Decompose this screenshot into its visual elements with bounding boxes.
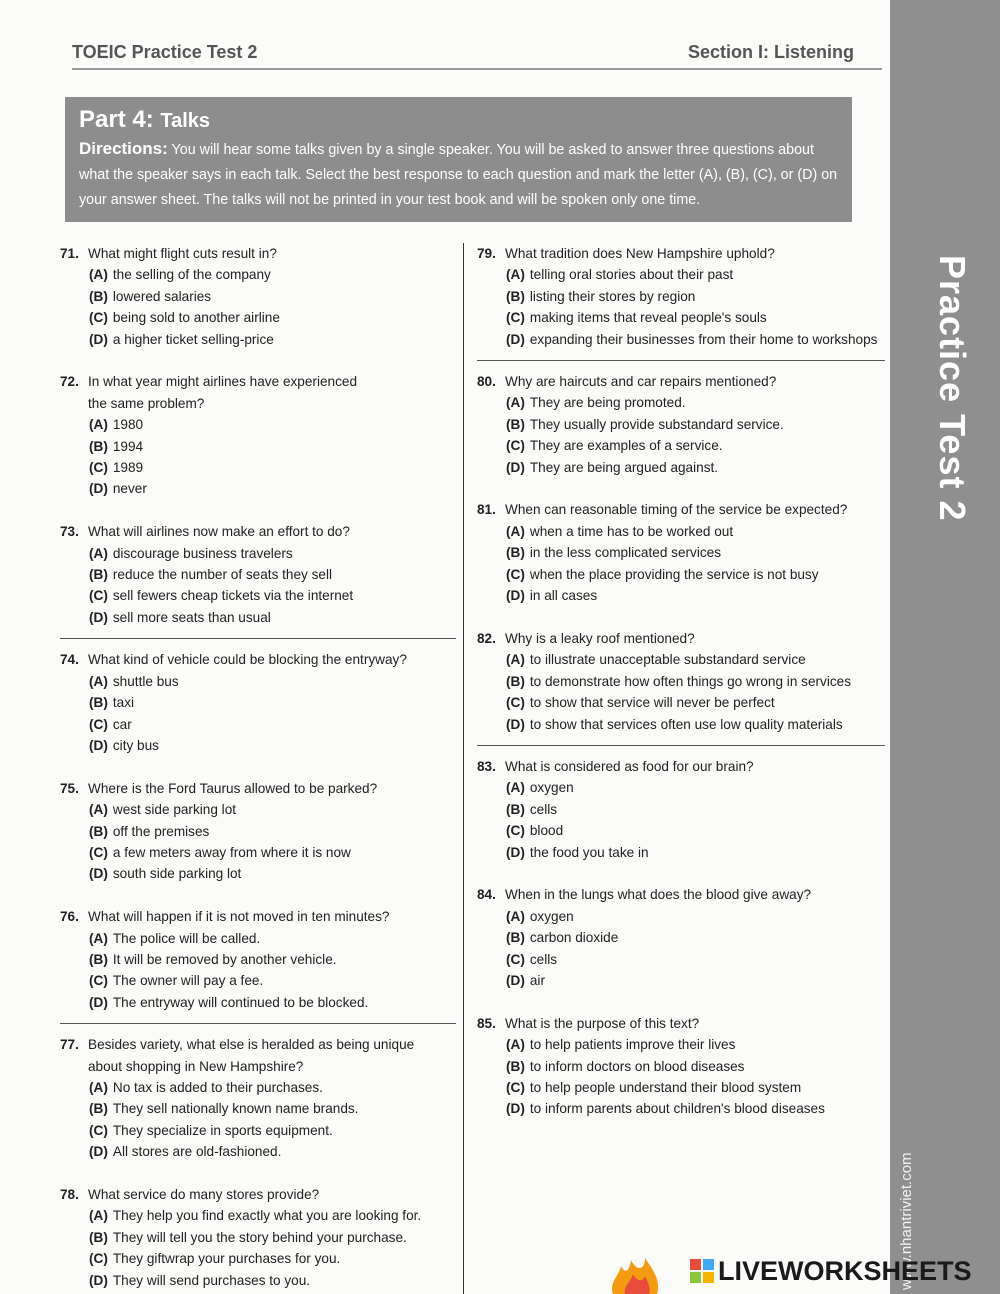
option-text: to illustrate unacceptable substandard service xyxy=(529,652,806,668)
option-text: 1994 xyxy=(112,438,144,454)
answer-option[interactable] xyxy=(60,1120,456,1141)
option-letter: (D) xyxy=(89,331,108,347)
option-letter: (B) xyxy=(506,1058,525,1074)
question-79 xyxy=(477,243,885,350)
option-text: They help you find exactly what you are looking for. xyxy=(112,1208,422,1224)
answer-option[interactable] xyxy=(477,714,885,735)
question-text: When can reasonable timing of the service be expected? xyxy=(505,502,848,518)
question-text: Why is a leaky roof mentioned? xyxy=(505,630,695,646)
question-stem xyxy=(60,371,456,392)
answer-option[interactable] xyxy=(477,1077,885,1098)
option-letter: (D) xyxy=(89,866,108,882)
option-letter: (B) xyxy=(506,801,525,817)
section-separator xyxy=(477,745,885,746)
option-letter: (A) xyxy=(89,545,108,561)
question-80 xyxy=(477,371,885,478)
option-text: They are being promoted. xyxy=(529,395,686,411)
option-letter: (D) xyxy=(506,972,525,988)
option-letter: (C) xyxy=(506,310,525,326)
option-letter: (C) xyxy=(506,1079,525,1095)
option-text: to inform parents about children's blood diseases xyxy=(529,1101,825,1117)
option-text: to help people understand their blood system xyxy=(529,1079,802,1095)
option-letter: (C) xyxy=(506,438,525,454)
option-letter: (A) xyxy=(89,1079,108,1095)
question-stem xyxy=(477,499,885,520)
option-letter: (A) xyxy=(506,523,525,539)
question-72 xyxy=(60,371,456,499)
answer-option[interactable] xyxy=(60,585,456,606)
question-number: 72. xyxy=(60,374,79,390)
option-text: They are examples of a service. xyxy=(529,438,723,454)
question-text: What is the purpose of this text? xyxy=(505,1015,700,1031)
answer-option[interactable] xyxy=(477,1056,885,1077)
option-letter: (B) xyxy=(89,1101,108,1117)
option-text: to inform doctors on blood diseases xyxy=(529,1058,745,1074)
directions-text: You will hear some talks given by a single speaker. You will be asked to answer three questions about what the speaker says in each talk. Select the best response to each question and mark the letter (A), (B), (C), or (D) on your answer sheet. The talks will not be printed in your test book and will be spoken only one time. xyxy=(79,142,838,208)
question-spacer xyxy=(477,478,885,499)
column-divider xyxy=(463,243,464,1294)
answer-option[interactable] xyxy=(477,585,885,606)
question-number: 78. xyxy=(60,1186,79,1202)
question-stem xyxy=(60,1034,456,1055)
question-83 xyxy=(477,756,885,863)
question-number: 75. xyxy=(60,780,79,796)
question-text: about shopping in New Hampshire? xyxy=(88,1058,304,1074)
answer-option[interactable] xyxy=(60,543,456,564)
answer-option[interactable] xyxy=(60,414,456,435)
option-letter: (D) xyxy=(506,716,525,732)
question-spacer xyxy=(60,756,456,777)
option-text: city bus xyxy=(112,737,159,753)
option-letter: (A) xyxy=(89,1208,108,1224)
option-text: reduce the number of seats they sell xyxy=(112,567,333,583)
question-stem xyxy=(477,884,885,905)
option-letter: (B) xyxy=(506,545,525,561)
option-text: All stores are old-fashioned. xyxy=(112,1144,282,1160)
answer-option[interactable] xyxy=(60,992,456,1013)
question-stem xyxy=(60,393,456,414)
option-letter: (A) xyxy=(506,908,525,924)
option-text: off the premises xyxy=(112,823,210,839)
option-text: sell more seats than usual xyxy=(112,609,271,625)
answer-option[interactable] xyxy=(477,286,885,307)
answer-option[interactable] xyxy=(60,264,456,285)
question-82 xyxy=(477,628,885,735)
option-letter: (C) xyxy=(506,695,525,711)
answer-option[interactable] xyxy=(477,820,885,841)
option-letter: (D) xyxy=(89,1272,108,1288)
answer-option[interactable] xyxy=(477,949,885,970)
question-stem xyxy=(60,243,456,264)
answer-option[interactable] xyxy=(60,1248,456,1269)
question-73 xyxy=(60,521,456,628)
option-text: west side parking lot xyxy=(112,802,237,818)
part-subtitle: Talks xyxy=(160,110,211,132)
answer-option[interactable] xyxy=(477,521,885,542)
option-text: car xyxy=(112,716,132,732)
option-text: never xyxy=(112,481,147,497)
question-text: What kind of vehicle could be blocking the entryway? xyxy=(88,652,407,668)
option-text: blood xyxy=(529,823,564,839)
logo-grid-square xyxy=(703,1259,714,1270)
answer-option[interactable] xyxy=(477,906,885,927)
answer-option[interactable] xyxy=(60,928,456,949)
option-letter: (C) xyxy=(506,951,525,967)
option-text: the food you take in xyxy=(529,844,649,860)
section-separator xyxy=(60,1023,456,1024)
answer-option[interactable] xyxy=(60,863,456,884)
answer-option[interactable] xyxy=(477,1034,885,1055)
side-tab xyxy=(890,0,1000,1294)
answer-option[interactable] xyxy=(60,714,456,735)
option-letter: (D) xyxy=(89,481,108,497)
option-letter: (C) xyxy=(89,973,108,989)
answer-option[interactable] xyxy=(60,1205,456,1226)
option-text: The police will be called. xyxy=(112,930,261,946)
question-number: 71. xyxy=(60,246,79,261)
directions-label: Directions: xyxy=(79,139,168,158)
question-text: Besides variety, what else is heralded as being unique xyxy=(88,1037,415,1053)
question-number: 84. xyxy=(477,887,496,903)
answer-option[interactable] xyxy=(60,949,456,970)
answer-option[interactable] xyxy=(477,414,885,435)
question-stem xyxy=(60,906,456,927)
option-letter: (C) xyxy=(89,310,108,326)
option-letter: (B) xyxy=(89,1229,108,1245)
option-text: when the place providing the service is not busy xyxy=(529,566,819,582)
option-letter: (C) xyxy=(89,460,108,476)
question-stem xyxy=(60,649,456,670)
liveworksheets-logo[interactable] xyxy=(690,1255,990,1287)
option-text: They giftwrap your purchases for you. xyxy=(112,1251,341,1267)
option-text: The entryway will continued to be blocked. xyxy=(112,994,369,1010)
answer-option[interactable] xyxy=(477,970,885,991)
question-84 xyxy=(477,884,885,991)
option-text: south side parking lot xyxy=(112,866,242,882)
answer-option[interactable] xyxy=(60,842,456,863)
logo-grid-square xyxy=(690,1259,701,1270)
option-text: to demonstrate how often things go wrong in services xyxy=(529,673,852,689)
option-letter: (A) xyxy=(89,673,108,689)
question-stem xyxy=(477,371,885,392)
option-text: 1980 xyxy=(112,417,144,433)
answer-option[interactable] xyxy=(477,927,885,948)
logo-text: LIVEWORKSHEETS xyxy=(718,1255,972,1286)
option-text: expanding their businesses from their home to workshops xyxy=(529,331,878,347)
option-text: in all cases xyxy=(529,588,598,604)
answer-option[interactable] xyxy=(477,842,885,863)
question-text: What service do many stores provide? xyxy=(88,1186,320,1202)
answer-option[interactable] xyxy=(477,1098,885,1119)
answer-option[interactable] xyxy=(60,735,456,756)
option-letter: (A) xyxy=(506,267,525,283)
option-letter: (D) xyxy=(506,844,525,860)
question-number: 82. xyxy=(477,630,496,646)
option-letter: (A) xyxy=(506,652,525,668)
option-letter: (C) xyxy=(506,566,525,582)
question-76 xyxy=(60,906,456,1013)
option-letter: (A) xyxy=(506,780,525,796)
option-letter: (B) xyxy=(89,823,108,839)
question-number: 76. xyxy=(60,909,79,925)
answer-option[interactable] xyxy=(60,457,456,478)
question-stem xyxy=(477,756,885,777)
answer-option[interactable] xyxy=(477,435,885,456)
answer-option[interactable] xyxy=(477,649,885,670)
option-text: They will send purchases to you. xyxy=(112,1272,311,1288)
question-number: 77. xyxy=(60,1037,79,1053)
answer-option[interactable] xyxy=(60,821,456,842)
answer-option[interactable] xyxy=(60,478,456,499)
question-text: What is considered as food for our brain? xyxy=(505,758,754,774)
option-text: carbon dioxide xyxy=(529,930,619,946)
flame-icon xyxy=(605,1252,665,1294)
option-letter: (B) xyxy=(89,438,108,454)
question-85 xyxy=(477,1013,885,1120)
question-text: What might flight cuts result in? xyxy=(88,246,277,261)
answer-option[interactable] xyxy=(60,286,456,307)
answer-option[interactable] xyxy=(60,1098,456,1119)
option-text: to show that service will never be perfect xyxy=(529,695,775,711)
question-number: 79. xyxy=(477,246,496,261)
question-number: 73. xyxy=(60,524,79,540)
option-letter: (A) xyxy=(89,802,108,818)
answer-option[interactable] xyxy=(477,457,885,478)
answer-option[interactable] xyxy=(477,264,885,285)
answer-option[interactable] xyxy=(60,970,456,991)
question-stem xyxy=(477,1013,885,1034)
option-letter: (D) xyxy=(89,1144,108,1160)
question-number: 81. xyxy=(477,502,496,518)
logo-grid-square xyxy=(690,1272,701,1283)
option-letter: (D) xyxy=(506,1101,525,1117)
answer-option[interactable] xyxy=(477,671,885,692)
option-text: cells xyxy=(529,951,558,967)
section-title: Section I: Listening xyxy=(687,42,854,62)
question-spacer xyxy=(60,885,456,906)
question-stem xyxy=(477,628,885,649)
question-number: 80. xyxy=(477,374,496,390)
question-column-left xyxy=(60,243,456,1291)
option-text: a higher ticket selling-price xyxy=(112,331,274,347)
option-text: sell fewers cheap tickets via the internet xyxy=(112,588,354,604)
question-spacer xyxy=(477,606,885,627)
option-letter: (B) xyxy=(506,673,525,689)
option-letter: (D) xyxy=(89,737,108,753)
page-header xyxy=(72,40,882,70)
answer-option[interactable] xyxy=(477,692,885,713)
option-letter: (C) xyxy=(89,1251,108,1267)
question-text: Where is the Ford Taurus allowed to be parked? xyxy=(88,780,378,796)
side-tab-title: Practice Test 2 xyxy=(932,255,973,522)
option-text: being sold to another airline xyxy=(112,310,280,326)
question-75 xyxy=(60,778,456,885)
option-letter: (C) xyxy=(89,716,108,732)
answer-option[interactable] xyxy=(60,436,456,457)
section-separator xyxy=(60,638,456,639)
option-letter: (A) xyxy=(89,417,108,433)
option-letter: (B) xyxy=(89,695,108,711)
option-text: They specialize in sports equipment. xyxy=(112,1122,333,1138)
question-column-right xyxy=(477,243,885,1120)
option-letter: (C) xyxy=(89,1122,108,1138)
option-letter: (A) xyxy=(506,395,525,411)
question-number xyxy=(60,393,88,414)
option-text: in the less complicated services xyxy=(529,545,722,561)
option-letter: (D) xyxy=(89,994,108,1010)
option-text: oxygen xyxy=(529,908,574,924)
question-78 xyxy=(60,1184,456,1291)
option-letter: (D) xyxy=(506,588,525,604)
option-text: the selling of the company xyxy=(112,267,271,283)
side-tab-url: www.nhantriviet.com xyxy=(898,1152,915,1290)
answer-option[interactable] xyxy=(477,307,885,328)
answer-option[interactable] xyxy=(60,307,456,328)
question-stem xyxy=(60,1056,456,1077)
option-text: when a time has to be worked out xyxy=(529,523,734,539)
answer-option[interactable] xyxy=(477,542,885,563)
section-separator xyxy=(477,360,885,361)
option-text: 1989 xyxy=(112,460,144,476)
option-text: making items that reveal people's souls xyxy=(529,310,767,326)
option-text: discourage business travelers xyxy=(112,545,293,561)
option-letter: (D) xyxy=(506,459,525,475)
option-text: They usually provide substandard service. xyxy=(529,416,784,432)
option-letter: (C) xyxy=(506,823,525,839)
answer-option[interactable] xyxy=(60,692,456,713)
answer-option[interactable] xyxy=(60,671,456,692)
option-text: air xyxy=(529,972,545,988)
question-stem xyxy=(60,1184,456,1205)
option-text: No tax is added to their purchases. xyxy=(112,1079,323,1095)
option-text: They will tell you the story behind your purchase. xyxy=(112,1229,407,1245)
option-letter: (A) xyxy=(506,1037,525,1053)
option-letter: (D) xyxy=(506,331,525,347)
option-letter: (B) xyxy=(506,930,525,946)
option-letter: (C) xyxy=(89,588,108,604)
question-text: What will happen if it is not moved in ten minutes? xyxy=(88,909,390,925)
option-text: telling oral stories about their past xyxy=(529,267,734,283)
part-heading xyxy=(79,105,838,136)
question-spacer xyxy=(60,1163,456,1184)
option-text: They sell nationally known name brands. xyxy=(112,1101,359,1117)
answer-option[interactable] xyxy=(60,1077,456,1098)
answer-option[interactable] xyxy=(477,777,885,798)
question-stem xyxy=(60,521,456,542)
option-text: taxi xyxy=(112,695,135,711)
part-title: Part 4: xyxy=(79,106,154,133)
question-spacer xyxy=(60,350,456,371)
option-letter: (B) xyxy=(89,567,108,583)
answer-option[interactable] xyxy=(477,564,885,585)
answer-option[interactable] xyxy=(60,1270,456,1291)
option-letter: (A) xyxy=(89,930,108,946)
option-letter: (D) xyxy=(89,609,108,625)
test-title: TOEIC Practice Test 2 xyxy=(72,42,258,62)
question-spacer xyxy=(60,500,456,521)
answer-option[interactable] xyxy=(60,1141,456,1162)
option-letter: (B) xyxy=(506,416,525,432)
option-text: They are being argued against. xyxy=(529,459,719,475)
logo-grid-square xyxy=(703,1272,714,1283)
directions-box xyxy=(65,97,852,222)
option-letter: (A) xyxy=(89,267,108,283)
question-text: What will airlines now make an effort to do? xyxy=(88,524,350,540)
option-text: It will be removed by another vehicle. xyxy=(112,951,337,967)
option-letter: (B) xyxy=(89,951,108,967)
answer-option[interactable] xyxy=(477,799,885,820)
option-text: lowered salaries xyxy=(112,288,212,304)
question-81 xyxy=(477,499,885,606)
question-74 xyxy=(60,649,456,756)
option-text: The owner will pay a fee. xyxy=(112,973,264,989)
directions xyxy=(79,136,838,213)
question-71 xyxy=(60,243,456,350)
answer-option[interactable] xyxy=(60,607,456,628)
answer-option[interactable] xyxy=(60,799,456,820)
question-spacer xyxy=(477,863,885,884)
question-spacer xyxy=(477,991,885,1012)
option-text: to show that services often use low quality materials xyxy=(529,716,843,732)
answer-option[interactable] xyxy=(60,329,456,350)
option-text: listing their stores by region xyxy=(529,288,696,304)
question-text: When in the lungs what does the blood give away? xyxy=(505,887,812,903)
question-number: 74. xyxy=(60,652,79,668)
question-text: the same problem? xyxy=(88,395,205,411)
question-stem xyxy=(477,243,885,264)
option-text: shuttle bus xyxy=(112,673,179,689)
logo-grid-icon xyxy=(690,1259,714,1283)
question-number: 85. xyxy=(477,1015,496,1031)
question-text: What tradition does New Hampshire uphold? xyxy=(505,246,775,261)
question-text: In what year might airlines have experienced xyxy=(88,374,358,390)
question-number: 83. xyxy=(477,758,496,774)
question-77 xyxy=(60,1034,456,1162)
option-letter: (B) xyxy=(506,288,525,304)
answer-option[interactable] xyxy=(477,392,885,413)
question-stem xyxy=(60,778,456,799)
answer-option[interactable] xyxy=(60,1227,456,1248)
option-text: cells xyxy=(529,801,558,817)
option-letter: (B) xyxy=(89,288,108,304)
option-text: a few meters away from where it is now xyxy=(112,844,351,860)
option-text: to help patients improve their lives xyxy=(529,1037,736,1053)
answer-option[interactable] xyxy=(477,329,885,350)
question-number xyxy=(60,1056,88,1077)
answer-option[interactable] xyxy=(60,564,456,585)
option-text: oxygen xyxy=(529,780,574,796)
question-text: Why are haircuts and car repairs mentioned? xyxy=(505,374,777,390)
option-letter: (C) xyxy=(89,844,108,860)
